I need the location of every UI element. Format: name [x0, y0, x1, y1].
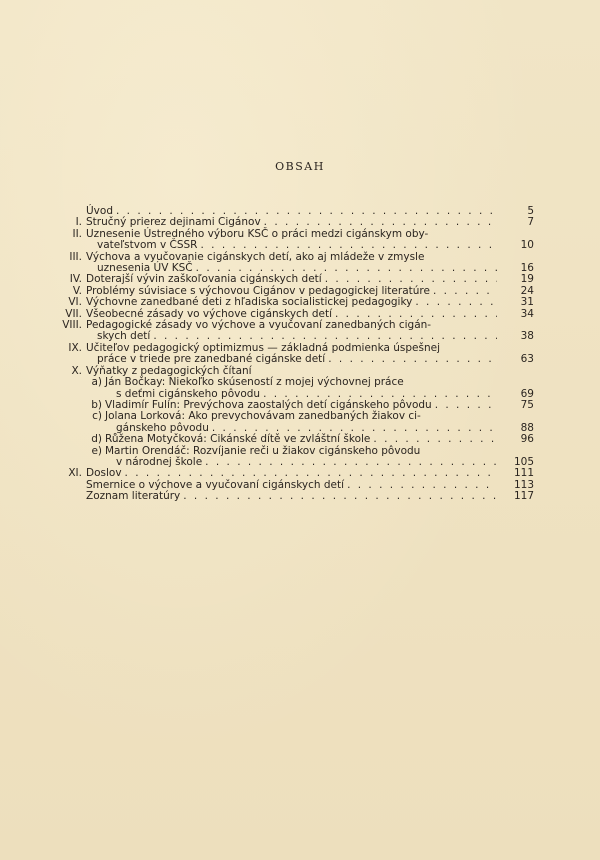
toc-entry-number: I. — [75, 216, 82, 229]
toc-entry-page-number: 96 — [520, 433, 534, 446]
toc-entry — [50, 343, 534, 366]
toc-entry-title-line: Vladimír Fulín: Prevýchova zaostalých detí cigánskeho pôvodu — [105, 398, 432, 411]
toc-entry-page-number: 19 — [520, 273, 534, 286]
toc-entry — [50, 297, 534, 308]
toc-entry-number: XI. — [68, 467, 82, 480]
toc-entry-page-number: 113 — [513, 478, 534, 491]
toc-entry-number: VII. — [65, 307, 82, 320]
toc-entry-number: d) — [91, 433, 102, 446]
toc-entry-page-number: 34 — [520, 307, 534, 320]
toc-entry-title-line: Výchova a vyučovanie cigánskych detí, ako aj mládeže v zmysle — [86, 250, 425, 263]
toc-entry-title-line: Růžena Motyčková: Cikánské dítě ve zvláštní škole — [105, 433, 371, 446]
toc-entry — [50, 377, 534, 400]
toc-entry-title-line: Doterajší vývin zaškoľovania cigánskych detí — [86, 273, 322, 286]
toc-entry-number: IV. — [69, 273, 82, 286]
toc-entry-page-number: 24 — [520, 284, 534, 297]
table-of-contents — [50, 206, 534, 503]
dot-leader — [415, 297, 497, 308]
toc-entry-title-line: Výchovne zanedbané deti z hľadiska socialistickej pedagogiky — [86, 296, 413, 309]
toc-entry-title-line: Ján Bočkay: Niekoľko skúseností z mojej výchovnej práce — [105, 376, 404, 389]
toc-entry-number: II. — [72, 227, 82, 240]
toc-entry-title-line: skych detí — [97, 330, 151, 343]
dot-leader — [433, 286, 497, 297]
toc-entry-page-number: 38 — [520, 330, 534, 343]
toc-entry — [50, 491, 534, 502]
toc-entry-page-number: 69 — [520, 387, 534, 400]
toc-entry-title-line: Zoznam literatúry — [86, 490, 181, 503]
toc-entry-title-line: práce v triede pre zanedbané cigánske detí — [97, 353, 326, 366]
toc-entry-title-line: Učiteľov pedagogický optimizmus — základná podmienka úspešnej — [86, 341, 441, 354]
toc-entry-page-number: 88 — [520, 421, 534, 434]
dot-leader — [435, 400, 497, 411]
toc-entry-number: a) — [91, 376, 102, 389]
dot-leader — [205, 457, 497, 468]
toc-entry-number: VIII. — [62, 319, 82, 332]
toc-entry-title-line: Všeobecné zásady vo výchove cigánskych detí — [86, 307, 332, 320]
dot-leader — [328, 354, 497, 365]
toc-entry-title-line: Uznesenie Ústredného výboru KSČ o práci medzi cigánskym oby- — [86, 227, 429, 240]
toc-entry-title-line: uznesenia ÚV KSČ — [97, 262, 193, 275]
page-title: OBSAH — [275, 160, 325, 173]
toc-entry-page-number: 63 — [520, 353, 534, 366]
toc-entry-number: VI. — [68, 296, 82, 309]
toc-entry — [50, 320, 534, 343]
toc-entry-title-line: Problémy súvisiace s výchovou Cigánov v pedagogickej literatúre — [86, 284, 430, 297]
toc-entry-title-line: Doslov — [86, 467, 122, 480]
toc-entry-page-number: 7 — [527, 216, 534, 229]
toc-entry-title-line: s deťmi cigánskeho pôvodu — [116, 387, 261, 400]
toc-entry-page-number: 111 — [513, 467, 534, 480]
toc-entry-number: IX. — [68, 341, 82, 354]
toc-entry-title-line: Výňatky z pedagogických čítaní — [86, 364, 252, 377]
dot-leader — [347, 480, 497, 491]
toc-entry-page-number: 105 — [513, 455, 534, 468]
toc-entry-page-number: 31 — [520, 296, 534, 309]
toc-entry-page-number: 75 — [520, 398, 534, 411]
toc-entry-title-line: Úvod — [86, 205, 113, 217]
toc-entry-title-line: Martin Orendáč: Rozvíjanie reči u žiakov cigánskeho pôvodu — [105, 444, 421, 457]
toc-entry-number: III. — [69, 250, 82, 263]
toc-entry — [50, 229, 534, 252]
toc-entry-number: e) — [91, 444, 102, 457]
toc-entry — [50, 252, 534, 275]
toc-entry-title-line: gánskeho pôvodu — [116, 421, 209, 434]
toc-entry-title-line: Stručný prierez dejinami Cigánov — [86, 216, 261, 229]
toc-entry-page-number: 5 — [527, 205, 534, 217]
toc-entry-title-line: Jolana Lorková: Ako prevychovávam zanedbaných žiakov ci- — [105, 410, 421, 423]
toc-entry-page-number: 10 — [520, 239, 534, 252]
toc-entry — [50, 446, 534, 469]
toc-entry — [50, 411, 534, 434]
toc-entry-number: V. — [72, 284, 82, 297]
toc-entry-page-number: 16 — [520, 262, 534, 275]
toc-entry-title-line: v národnej škole — [116, 455, 203, 468]
toc-entry-number: c) — [92, 410, 102, 423]
toc-entry-number: b) — [91, 398, 102, 411]
dot-leader — [200, 240, 497, 251]
toc-entry-page-number: 117 — [513, 490, 534, 503]
toc-entry-title-line: vateľstvom v ČSSR — [97, 239, 198, 252]
toc-entry-title-line: Smernice o výchove a vyučovaní cigánskych detí — [86, 478, 345, 491]
toc-entry-title-line: Pedagogické zásady vo výchove a vyučovaní zanedbaných cigán- — [86, 319, 432, 332]
toc-entry-number: X. — [71, 364, 82, 377]
toc-entry — [50, 434, 534, 445]
dot-leader — [183, 491, 497, 502]
dot-leader — [373, 434, 497, 445]
